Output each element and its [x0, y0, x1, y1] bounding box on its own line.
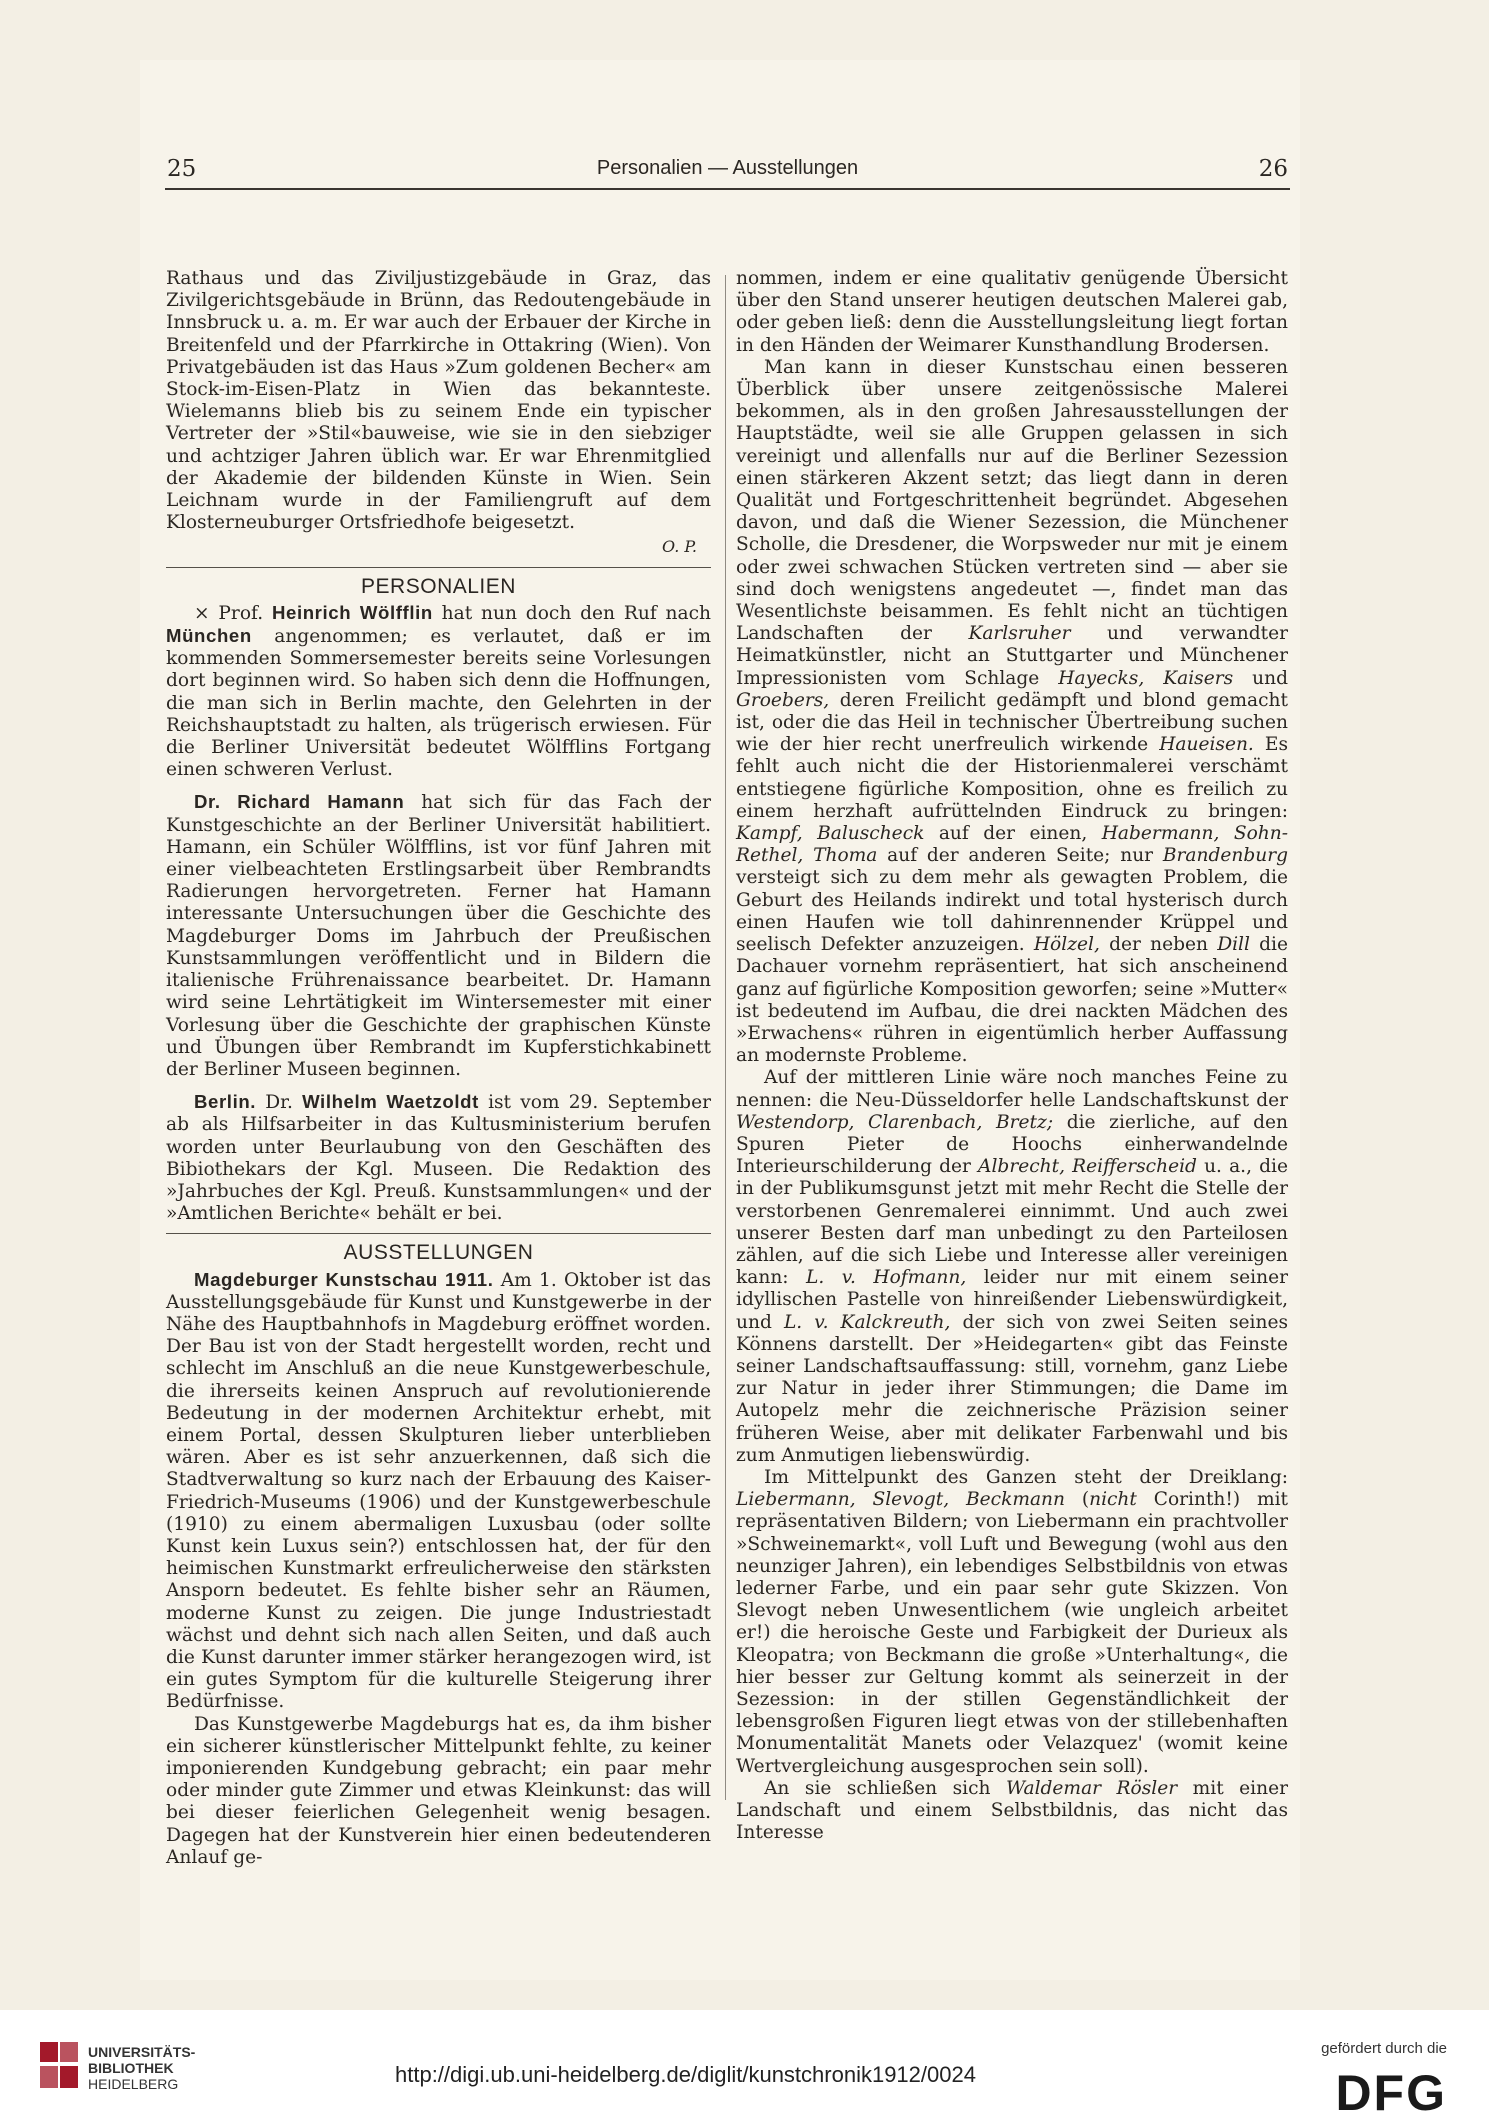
- running-title: Personalien — Ausstellungen: [596, 157, 859, 179]
- kunstgewerbe-paragraph: Das Kunstgewerbe Magdeburgs hat es, da ihm bisher ein sicherer künstlerischer Mittelpunkt fehlte, zu keiner imponierenden Kundgebung gebracht; ein paar mehr oder minder gute Zimmer und etwas Kleinkunst: das will bei dieser feierlichen Gelegenheit wenig besagen. Dagegen hat der Kunstverein hier einen bedeutenderen Anlauf ge-: [166, 1713, 711, 1868]
- waetzoldt-paragraph: Berlin. Dr. Wilhelm Waetzoldt ist vom 29. September ab als Hilfsarbeiter in das Kultusministerium berufen worden unter Beurlaubung von den Geschäften des Bibiothekars der Kgl. Museen. Die Redaktion des »Jahrbuches der Kgl. Preuß. Kunstsammlungen« und der »Amtlichen Berichte« behält er bei.: [166, 1091, 711, 1225]
- woelfflin-paragraph: × Prof. Heinrich Wölfflin hat nun doch den Ruf nach München angenommen; es verlautet, daß er im kommenden Sommersemester bereits seine Vorlesungen dort beginnen wird. So haben sich denn die Hoffnungen, die man sich in Berlin machte, den Gelehrten in der Reichshauptstadt zu halten, als trügerisch erwiesen. Für die Berliner Universität bedeutet Wölfflins Fortgang einen schweren Verlust.: [166, 601, 711, 781]
- right-column: [736, 268, 1288, 1844]
- dfg-logo: DFG: [1335, 2065, 1447, 2121]
- mittlere-linie-paragraph: Auf der mittleren Linie wäre noch manches Feine zu nennen: die Neu-Düsseldorfer helle Landschaftskunst der Westendorp, Clarenbach, Bretz; die zierliche, auf den Spuren Pieter de Hoochs einherwandelnde Interieurschilderung der Albrecht, Reifferscheid u. a., die in der Publikumsgunst jetzt mit mehr Recht die Stelle der verstorbenen Genremalerei einnimmt. Und auch zwei unserer Besten darf man unbedingt zu den Parteilosen zählen, auf die sich Liebe und Interesse aller vereinigen kann: L. v. Hofmann, leider nur mit einem seiner idyllischen Pastelle von hinreißender Liebenswürdigkeit, und L. v. Kalckreuth, der sich von zwei Seiten seines Könnens darstellt. Der »Heidegarten« gibt das Feinste seiner Landschaftsauffassung: still, vornehm, ganz Liebe zur Natur in jeder ihrer Stimmungen; die Dame im Autopelz mehr die zeichnerische Präzision seiner früheren Weise, aber mit delikater Farbenwahl und bis zum Anmutigen liebenswürdig.: [736, 1067, 1289, 1466]
- page-number-left: 25: [167, 156, 197, 182]
- library-name: UNIVERSITÄTS- BIBLIOTHEK HEIDELBERG: [88, 2044, 196, 2092]
- magdeburg-paragraph: Magdeburger Kunstschau 1911. Am 1. Oktober ist das Ausstellungsgebäude für Kunst und Kunstgewerbe in der Nähe des Hauptbahnhofs in Magdeburg eröffnet worden. Der Bau ist von der Stadt hergestellt worden, recht und schlecht im Anschluß an die neue Kunstgewerbeschule, die ihrerseits keinen Anspruch auf revolutionierende Bedeutung in der modernen Architektur erhebt, mit einem Portal, dessen Skulpturen lieber unterblieben wären. Aber es ist sehr anzuerkennen, daß sich die Stadtverwaltung so kurz nach der Erbauung des Kaiser-Friedrich-Museums (1906) und der Kunstgewerbeschule (1910) zu einem abermaligen Luxusbau (oder sollte Kunst kein Luxus sein?) entschlossen hat, der für den heimischen Kunstmarkt erfreulicherweise den stärksten Ansporn bedeutet. Es fehlte bisher sehr an Räumen, moderne Kunst zu zeigen. Die junge Industriestadt wächst und dehnt sich nach allen Seiten, und daß auch die Kunst darunter immer stärker herangezogen wird, ist ein gutes Symptom für die kulturelle Steigerung ihrer Bedürfnisse.: [166, 1268, 711, 1713]
- column-divider: [725, 275, 726, 1800]
- section-rule: [166, 567, 711, 568]
- roesler-paragraph: An sie schließen sich Waldemar Rösler mit einer Landschaft und einem Selbstbildnis, das nicht das Interesse: [736, 1777, 1288, 1844]
- section-heading-ausstellungen: AUSSTELLUNGEN: [343, 1241, 534, 1265]
- section-rule: [166, 1233, 711, 1234]
- author-initials: O. P.: [662, 537, 697, 557]
- page-number-right: 26: [1258, 156, 1288, 182]
- continuation-paragraph: nommen, indem er eine qualitativ genügende Übersicht über den Stand unserer heutigen deutschen Malerei gab, oder geben ließ: denn die Ausstellungsleitung liegt fortan in den Händen der Weimarer Kunsthandlung Brodersen.: [736, 268, 1288, 356]
- page-header: [165, 148, 1290, 190]
- funding-label: gefördert durch die: [1321, 2040, 1447, 2057]
- left-column: [166, 268, 711, 1869]
- kunstschau-paragraph: Man kann in dieser Kunstschau einen besseren Überblick über unsere zeitgenössische Malerei bekommen, als in den großen Jahresausstellungen der Hauptstädte, weil sie alle Gruppen gelassen in sich vereinigt und allenfalls nur auf die Berliner Sezession einen stärkeren Akzent setzt; das liegt dann in deren Qualität und Fortgeschrittenheit begründet. Abgesehen davon, und daß die Wiener Sezession, die Münchener Scholle, die Dresdener, die Worpsweder nur mit je einem oder zwei schwachen Stücken vertreten sind — aber sie sind doch wenigstens angedeutet —, findet man das Wesentlichste beisammen. Es fehlt nicht an tüchtigen Landschaften der Karlsruher und verwandter Heimatkünstler, nicht an Stuttgarter und Münchener Impressionisten vom Schlage Hayecks, Kaisers und Groebers, deren Freilicht gedämpft und blond gemacht ist, oder die das Heil in technischer Übertreibung suchen wie der hier recht unerfreulich wirkende Haueisen. Es fehlt auch nicht die der Historienmalerei verschämt entstiegene figürliche Komposition, ohne es freilich zu einem herzhaft aufrüttelnden Eindruck zu bringen: Kampf, Baluscheck auf der einen, Habermann, Sohn-Rethel, Thoma auf der anderen Seite; nur Brandenburg versteigt sich zu dem mehr als gewagten Problem, die Geburt des Heilands indirekt und total hysterisch durch einen Haufen wie toll dahinrennender Krüppel und seelisch Defekter anzuzeigen. Hölzel, der neben Dill die Dachauer vornehm repräsentiert, hat sich anscheinend ganz auf figürliche Komposition geworfen; seine »Mutter« ist bedeutend im Aufbau, die drei nackten Mädchen des »Erwachens« rühren in eigentümlich herber Auffassung an modernste Probleme.: [736, 356, 1289, 1067]
- university-library-logo-icon: [38, 2040, 80, 2090]
- source-url-link[interactable]: http://digi.ub.uni-heidelberg.de/diglit/kunstchronik1912/0024: [395, 2062, 976, 2087]
- dreiklang-paragraph: Im Mittelpunkt des Ganzen steht der Dreiklang: Liebermann, Slevogt, Beckmann (nicht Corinth!) mit repräsentativen Bildern; von Liebermann ein prachtvoller »Schweinemarkt«, voll Luft und Bewegung (wohl aus den neunziger Jahren), ein lebendiges Selbstbildnis von etwas lederner Farbe, und ein paar sehr gute Skizzen. Von Slevogt neben Unwesentlichem (wie ungleich arbeitet er!) die heroische Geste und Farbigkeit der Durieux als Kleopatra; von Beckmann die große »Unterhaltung«, die hier besser zur Geltung kommt als seinerzeit in der Sezession: in der stillen Gegenständlichkeit der lebensgroßen Figuren liegt etwas von der stillebenhaften Monumentalität Manets oder Velazquez' (womit keine Wertvergleichung ausgesprochen sein soll).: [736, 1466, 1288, 1777]
- digitization-footer: [0, 2010, 1489, 2125]
- section-heading-personalien: PERSONALIEN: [361, 574, 516, 598]
- hamann-paragraph: Dr. Richard Hamann hat sich für das Fach der Kunstgeschichte an der Berliner Universität habilitiert. Hamann, ein Schüler Wölfflins, ist vor fünf Jahren mit einer vielbeachteten Erstlingsarbeit über Rembrandts Radierungen hervorgetreten. Ferner hat Hamann interessante Untersuchungen über die Geschichte des Magdeburger Doms im Jahrbuch der Preußischen Kunstsammlungen veröffentlicht und in Bildern die italienische Frührenaissance bearbeitet. Dr. Hamann wird seine Lehrtätigkeit im Wintersemester mit einer Vorlesung über die Geschichte der graphischen Künste und Übungen über Rembrandt im Kupferstichkabinett der Berliner Museen beginnen.: [166, 791, 711, 1080]
- wielemann-paragraph: Rathaus und das Ziviljustizgebäude in Graz, das Zivilgerichtsgebäude in Brünn, das Redoutengebäude in Innsbruck u. a. m. Er war auch der Erbauer der Kirche in Breitenfeld und der Pfarrkirche in Ottakring (Wien). Von Privatgebäuden ist das Haus »Zum goldenen Becher« am Stock-im-Eisen-Platz in Wien das bekannteste. Wielemanns blieb bis zu seinem Ende ein typischer Vertreter der »Stil«bauweise, wie sie in den siebziger und achtziger Jahren üblich war. Er war Ehrenmitglied der Akademie der bildenden Künste in Wien. Sein Leichnam wurde in der Familiengruft auf dem Klosterneuburger Ortsfriedhofe beigesetzt.: [166, 268, 711, 534]
